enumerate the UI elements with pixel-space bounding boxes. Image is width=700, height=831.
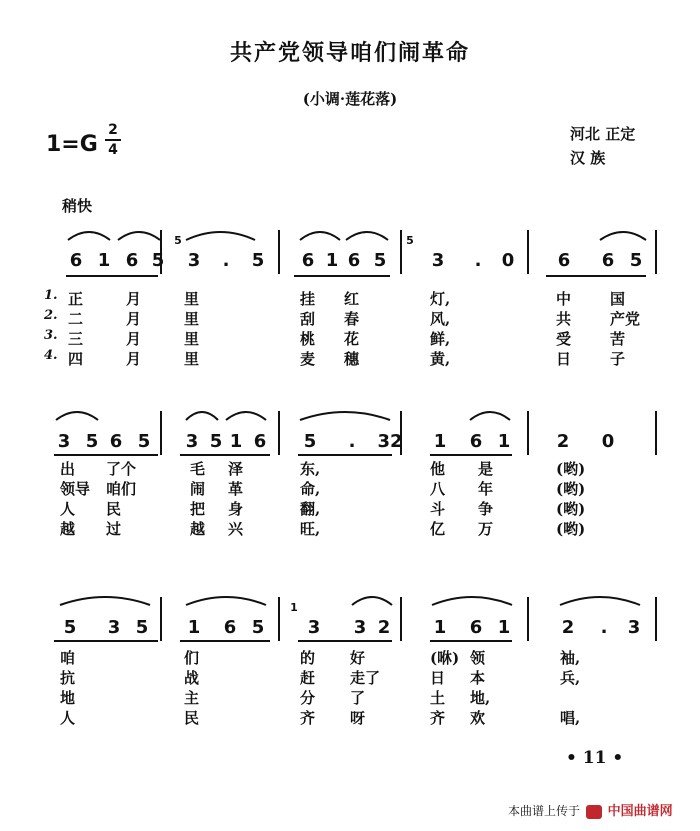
lyric-word: 红 <box>344 290 360 308</box>
lyric-word: 兴 <box>228 520 244 538</box>
note: 1 <box>497 431 511 452</box>
lyric-word: 是 <box>478 460 494 478</box>
note: 5 <box>629 250 643 271</box>
lyric-word: 主 <box>184 689 200 707</box>
lyric-word: (哟) <box>556 480 586 498</box>
lyric-word: 呀 <box>350 709 366 727</box>
bar-line <box>655 230 657 274</box>
lyric-word: 中 <box>556 290 572 308</box>
note: 5 <box>151 250 165 271</box>
verse-number: 3. <box>44 328 58 343</box>
bar-line <box>655 597 657 641</box>
lyric-word: 月 <box>126 350 142 368</box>
lyric-word: 刮 <box>300 310 316 328</box>
note: 5 <box>135 617 149 638</box>
bar-line <box>527 597 529 641</box>
note: 5 <box>373 250 387 271</box>
bar-line <box>160 411 162 455</box>
bar-line <box>278 597 280 641</box>
lyric-word: 地, <box>470 689 491 707</box>
lyric-word: 受 <box>556 330 572 348</box>
lyric-word: 万 <box>478 520 494 538</box>
note: 2 <box>377 617 391 638</box>
lyric-word: (咻) <box>430 649 460 667</box>
lyric-word: 月 <box>126 310 142 328</box>
lyric-word: 里 <box>184 350 200 368</box>
note: 1 <box>433 431 447 452</box>
lyric-word: 二 <box>68 310 84 328</box>
lyric-word: 兵, <box>560 669 581 687</box>
lyric-word: 过 <box>106 520 122 538</box>
note: 3 <box>187 250 201 271</box>
note: . <box>348 431 356 452</box>
note: 1 <box>187 617 201 638</box>
slur-arc <box>470 412 510 420</box>
grace-note: 1 <box>290 601 298 614</box>
song-title: 共产党领导咱们闹革命 <box>229 40 470 66</box>
grace-note: 5 <box>406 234 414 247</box>
note: 1 <box>325 250 339 271</box>
lyric-word: (哟) <box>556 520 586 538</box>
note: 6 <box>469 617 483 638</box>
note: 5 <box>137 431 151 452</box>
lyric-word: 的 <box>300 649 316 667</box>
lyric-word: 翻, <box>300 500 321 518</box>
note: 6 <box>301 250 315 271</box>
lyric-word: 里 <box>184 330 200 348</box>
lyric-word: 亿 <box>430 520 446 538</box>
note: 2 <box>561 617 575 638</box>
slur-arc <box>60 597 150 605</box>
bar-line <box>655 411 657 455</box>
lyric-word: 春 <box>344 310 360 328</box>
bar-line <box>527 230 529 274</box>
lyric-word: 战 <box>184 669 200 687</box>
lyric-word: 土 <box>430 689 446 707</box>
note: 5 <box>303 431 317 452</box>
note: 6 <box>469 431 483 452</box>
slur-arc <box>226 412 266 420</box>
note: 32 <box>377 431 403 452</box>
lyric-word: 民 <box>184 709 200 727</box>
bar-line <box>160 597 162 641</box>
note: 6 <box>69 250 83 271</box>
key-signature: 1=G <box>46 132 98 157</box>
note: 3 <box>307 617 321 638</box>
slur-arc <box>300 412 390 420</box>
note: . <box>600 617 608 638</box>
lyric-word: 灯, <box>430 290 451 308</box>
lyric-word: 旺, <box>300 520 321 538</box>
lyric-word: 风, <box>430 310 451 328</box>
time-signature-top: 2 <box>108 122 118 138</box>
lyric-word: 领导 <box>60 480 91 498</box>
lyric-word: 民 <box>106 500 122 518</box>
grace-note: 5 <box>174 234 182 247</box>
lyric-word: 他 <box>430 460 446 478</box>
lyric-word: 出 <box>60 460 76 478</box>
slur-arc <box>346 232 388 240</box>
lyric-word: 争 <box>478 500 494 518</box>
lyric-word: 日 <box>430 669 446 687</box>
lyric-word: 革 <box>228 480 244 498</box>
slur-arc <box>560 597 640 605</box>
slur-arc <box>186 232 255 240</box>
tempo-marking: 稍快 <box>62 197 93 215</box>
origin-ethnicity: 汉 族 <box>570 149 606 167</box>
note: 5 <box>251 250 265 271</box>
lyric-word: 命, <box>300 480 321 498</box>
lyric-word: 四 <box>68 350 84 368</box>
lyric-word: 好 <box>350 649 366 667</box>
lyric-word: 咱 <box>60 649 76 667</box>
lyric-word: 挂 <box>300 290 316 308</box>
note: . <box>474 250 482 271</box>
lyric-word: 斗 <box>430 500 446 518</box>
lyric-word: 齐 <box>430 709 446 727</box>
footer-brand: 中国曲谱网 <box>607 804 673 819</box>
verse-number: 1. <box>44 288 58 303</box>
lyric-word: 们 <box>184 649 200 667</box>
lyric-word: 人 <box>60 709 76 727</box>
lyric-word: 本 <box>470 669 486 687</box>
note: 0 <box>501 250 515 271</box>
lyric-word: 桃 <box>300 330 316 348</box>
lyric-word: 八 <box>430 480 446 498</box>
slur-arc <box>300 232 340 240</box>
lyric-word: 黄, <box>430 350 451 368</box>
footer <box>508 800 673 819</box>
note: 1 <box>229 431 243 452</box>
lyric-word: 鲜, <box>430 330 451 348</box>
lyric-word: 抗 <box>60 669 76 687</box>
lyric-word: 里 <box>184 310 200 328</box>
bar-line <box>527 411 529 455</box>
note: 1 <box>433 617 447 638</box>
note: 6 <box>125 250 139 271</box>
lyric-word: 地 <box>60 689 76 707</box>
lyric-word: 袖, <box>560 649 581 667</box>
lyric-word: 年 <box>478 480 494 498</box>
lyric-word: 齐 <box>300 709 316 727</box>
lyric-word: (哟) <box>556 500 586 518</box>
slur-arc <box>432 597 512 605</box>
note: 1 <box>97 250 111 271</box>
footer-text: 本曲谱上传于 <box>508 804 581 818</box>
slur-arc <box>186 412 218 420</box>
lyric-word: 越 <box>60 520 76 538</box>
origin-region: 河北 正定 <box>570 125 636 143</box>
lyric-word: 身 <box>228 500 244 518</box>
lyric-word: 把 <box>190 500 206 518</box>
lyric-word: 了个 <box>106 460 137 478</box>
slur-arc <box>352 597 392 605</box>
slur-arc <box>56 412 98 420</box>
lyric-word: 日 <box>556 350 572 368</box>
note: 1 <box>497 617 511 638</box>
note: 5 <box>85 431 99 452</box>
lyric-word: (哟) <box>556 460 586 478</box>
note: 3 <box>57 431 71 452</box>
slur-arc <box>186 597 266 605</box>
note: 3 <box>353 617 367 638</box>
lyric-word: 产党 <box>610 310 641 328</box>
lyric-word: 月 <box>126 290 142 308</box>
lyric-word: 东, <box>300 460 321 478</box>
note: . <box>222 250 230 271</box>
lyric-word: 花 <box>344 330 360 348</box>
slur-arc <box>68 232 110 240</box>
note: 5 <box>251 617 265 638</box>
lyric-word: 唱, <box>560 709 581 727</box>
note: 6 <box>253 431 267 452</box>
note: 3 <box>431 250 445 271</box>
bar-line <box>400 597 402 641</box>
lyric-word: 共 <box>556 310 572 328</box>
lyric-word: 赶 <box>300 669 316 687</box>
note: 6 <box>557 250 571 271</box>
note: 3 <box>107 617 121 638</box>
lyric-word: 人 <box>60 500 76 518</box>
lyric-word: 闹 <box>190 480 206 498</box>
bar-line <box>278 411 280 455</box>
time-signature-bottom: 4 <box>108 142 118 158</box>
note: 6 <box>109 431 123 452</box>
note: 2 <box>556 431 570 452</box>
note: 5 <box>63 617 77 638</box>
note: 5 <box>209 431 223 452</box>
note: 0 <box>601 431 615 452</box>
lyric-word: 正 <box>68 290 84 308</box>
lyric-word: 走了 <box>350 669 381 687</box>
lyric-word: 三 <box>68 330 84 348</box>
lyric-word: 泽 <box>228 460 244 478</box>
lyric-word: 了 <box>350 689 366 707</box>
lyric-word: 咱们 <box>106 480 137 498</box>
lyric-word: 苦 <box>610 330 626 348</box>
lyric-word: 毛 <box>190 460 206 478</box>
verse-number: 2. <box>44 308 58 323</box>
slur-arc <box>118 232 160 240</box>
song-subtitle: (小调·莲花落) <box>302 90 398 108</box>
lyric-word: 里 <box>184 290 200 308</box>
lyric-word: 月 <box>126 330 142 348</box>
lyric-word: 麦 <box>300 350 316 368</box>
site-logo-icon <box>586 805 602 819</box>
note: 6 <box>347 250 361 271</box>
note: 3 <box>185 431 199 452</box>
lyric-word: 穗 <box>344 350 360 368</box>
lyric-word: 国 <box>610 290 626 308</box>
note: 6 <box>223 617 237 638</box>
slur-arc <box>600 232 646 240</box>
bar-line <box>278 230 280 274</box>
lyric-word: 子 <box>610 350 626 368</box>
lyric-word: 欢 <box>470 709 486 727</box>
note: 6 <box>601 250 615 271</box>
note: 3 <box>627 617 641 638</box>
lyric-word: 分 <box>300 689 316 707</box>
lyric-word: 越 <box>190 520 206 538</box>
lyric-word: 领 <box>470 649 486 667</box>
page-number: • 11 • <box>566 748 624 768</box>
verse-number: 4. <box>44 348 58 363</box>
